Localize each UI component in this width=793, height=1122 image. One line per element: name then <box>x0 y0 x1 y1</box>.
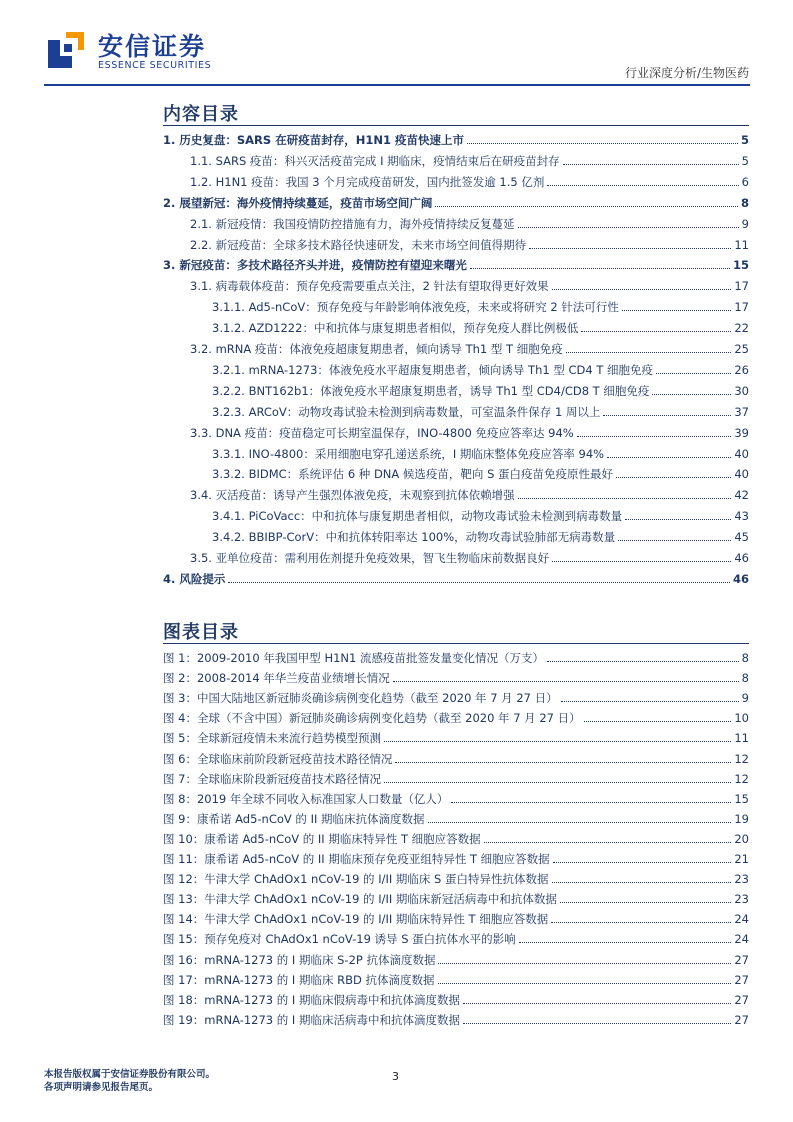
dot-leader <box>566 352 732 353</box>
toc-entry[interactable] <box>212 507 749 523</box>
figure-entry[interactable] <box>163 951 749 967</box>
toc-entry[interactable] <box>190 424 749 440</box>
figure-entry[interactable] <box>163 930 749 946</box>
footer-line-1: 本报告版权属于安信证券股份有限公司。 <box>44 1069 216 1080</box>
entry-title: 图 10：康希诺 Ad5-nCoV 的 II 期临床特异性 T 细胞应答数据 <box>163 832 481 846</box>
toc-entry[interactable] <box>212 445 749 461</box>
entry-page-number: 8 <box>741 651 749 665</box>
entry-page-number: 46 <box>732 572 749 586</box>
entry-page-number: 24 <box>734 912 749 926</box>
footer-disclaimer <box>44 1068 215 1094</box>
figure-entry[interactable] <box>163 850 749 866</box>
entry-title: 图 5：全球新冠疫情未来流行趋势模型预测 <box>163 731 381 745</box>
entry-title: 2.2. 新冠疫苗：全球多技术路径快速研发，未来市场空间值得期待 <box>190 238 527 252</box>
dot-leader <box>603 415 731 416</box>
entry-title: 1. 历史复盘：SARS 在研疫苗封存，H1N1 疫苗快速上市 <box>163 133 464 147</box>
toc-title-divider <box>163 125 749 126</box>
entry-page-number: 46 <box>734 551 749 565</box>
dot-leader <box>656 373 731 374</box>
dot-leader <box>463 1003 731 1004</box>
entry-page-number: 45 <box>734 530 749 544</box>
entry-page-number: 9 <box>741 691 749 705</box>
entry-title: 图 11：康希诺 Ad5-nCoV 的 II 期临床预存免疫亚组特异性 T 细胞应答数据 <box>163 852 550 866</box>
toc-entry[interactable] <box>190 549 749 565</box>
entry-page-number: 40 <box>734 447 749 461</box>
entry-page-number: 12 <box>734 752 749 766</box>
entry-title: 图 2：2008-2014 年华兰疫苗业绩增长情况 <box>163 671 390 685</box>
toc-entry[interactable] <box>190 486 749 502</box>
dot-leader <box>563 164 739 165</box>
entry-page-number: 27 <box>734 993 749 1007</box>
dot-leader <box>384 782 731 783</box>
company-name-en: ESSENCE SECURITIES <box>98 60 212 71</box>
dot-leader <box>577 436 732 437</box>
entry-page-number: 9 <box>741 217 749 231</box>
entry-title: 3.2.2. BNT162b1：体液免疫水平超康复期患者，诱导 Th1 型 CD4/CD8 T 细胞免疫 <box>212 384 650 398</box>
footer-line-2: 各项声明请参见报告尾页。 <box>44 1082 159 1093</box>
figure-entry[interactable] <box>163 649 749 665</box>
header-divider <box>44 84 750 86</box>
dot-leader <box>584 721 732 722</box>
figure-entry[interactable] <box>163 750 749 766</box>
entry-title: 3.4.1. PiCoVacc：中和抗体与康复期患者相似，动物攻毒试验未检测到病毒数量 <box>212 509 623 523</box>
entry-title: 图 6：全球临床前阶段新冠疫苗技术路径情况 <box>163 752 393 766</box>
toc-entry[interactable] <box>190 277 749 293</box>
entry-page-number: 26 <box>734 363 749 377</box>
entry-page-number: 15 <box>734 792 749 806</box>
dot-leader <box>228 582 730 583</box>
dot-leader <box>470 268 730 269</box>
entry-title: 3.5. 亚单位疫苗：需利用佐剂提升免疫效果，智飞生物临床前数据良好 <box>190 551 550 565</box>
dot-leader <box>467 143 738 144</box>
entry-page-number: 12 <box>734 772 749 786</box>
toc-entry[interactable] <box>190 236 749 252</box>
entry-page-number: 11 <box>734 731 749 745</box>
toc-entry[interactable] <box>190 215 749 231</box>
entry-page-number: 5 <box>740 133 749 147</box>
entry-title: 图 14：牛津大学 ChAdOx1 nCoV-19 的 I/II 期临床特异性 T 细胞应答数据 <box>163 912 549 926</box>
figure-entry[interactable] <box>163 830 749 846</box>
entry-title: 3.1. 病毒载体疫苗：预存免疫需要重点关注，2 针法有望取得更好效果 <box>190 279 549 293</box>
essence-logo-icon <box>44 28 88 72</box>
entry-title: 图 18：mRNA-1273 的 I 期临床假病毒中和抗体滴度数据 <box>163 993 460 1007</box>
entry-page-number: 30 <box>734 384 749 398</box>
dot-leader <box>652 394 731 395</box>
figure-entry[interactable] <box>163 810 749 826</box>
entry-title: 3.2.1. mRNA-1273：体液免疫水平超康复期患者，倾向诱导 Th1 型 CD4 T 细胞免疫 <box>212 363 654 377</box>
figures-title-divider <box>163 643 749 644</box>
figure-entry[interactable] <box>163 971 749 987</box>
dot-leader <box>451 802 731 803</box>
toc-entry[interactable] <box>163 570 749 586</box>
toc-entry[interactable] <box>212 465 749 481</box>
dot-leader <box>547 185 738 186</box>
entry-page-number: 25 <box>734 342 749 356</box>
entry-page-number: 24 <box>734 932 749 946</box>
dot-leader <box>547 661 739 662</box>
figure-entry[interactable] <box>163 910 749 926</box>
dot-leader <box>438 963 731 964</box>
entry-title: 3.4. 灭活疫苗：诱导产生强烈体液免疫，未观察到抗体依赖增强 <box>190 488 515 502</box>
dot-leader <box>552 289 732 290</box>
dot-leader <box>428 822 732 823</box>
entry-title: 3.3. DNA 疫苗：疫苗稳定可长期室温保存，INO-4800 免疫应答率达 94% <box>190 426 574 440</box>
entry-page-number: 43 <box>734 509 749 523</box>
figure-entry[interactable] <box>163 1011 749 1027</box>
entry-title: 3.1.1. Ad5-nCoV：预存免疫与年龄影响体液免疫，未来或将研究 2 针法可行性 <box>212 300 619 314</box>
report-type: 行业深度分析/生物医药 <box>624 66 749 80</box>
dot-leader <box>384 741 731 742</box>
entry-title: 图 1：2009-2010 年我国甲型 H1N1 流感疫苗批签发量变化情况（万支） <box>163 651 545 665</box>
entry-title: 图 9：康希诺 Ad5-nCoV 的 II 期临床抗体滴度数据 <box>163 812 425 826</box>
toc-entry[interactable] <box>163 256 749 272</box>
entry-page-number: 40 <box>734 467 749 481</box>
toc-entry[interactable] <box>212 361 749 377</box>
toc-entry[interactable] <box>212 298 749 314</box>
entry-title: 1.2. H1N1 疫苗：我国 3 个月完成疫苗研发，国内批签发逾 1.5 亿剂 <box>190 175 545 189</box>
figure-entry[interactable] <box>163 729 749 745</box>
entry-page-number: 27 <box>734 953 749 967</box>
entry-title: 2.1. 新冠疫情：我国疫情防控措施有力，海外疫情持续反复蔓延 <box>190 217 515 231</box>
dot-leader <box>553 862 732 863</box>
toc-entry[interactable] <box>212 403 749 419</box>
entry-title: 3.1.2. AZD1222：中和抗体与康复期患者相似，预存免疫人群比例极低 <box>212 321 579 335</box>
entry-title: 图 3：中国大陆地区新冠肺炎确诊病例变化趋势（截至 2020 年 7 月 27 日） <box>163 691 558 705</box>
entry-title: 3.3.1. INO-4800：采用细胞电穿孔递送系统，I 期临床整体免疫应答率 94% <box>212 447 605 461</box>
figures-title: 图表目录 <box>163 622 239 643</box>
entry-page-number: 27 <box>734 1013 749 1027</box>
dot-leader <box>622 310 732 311</box>
dot-leader <box>395 762 731 763</box>
dot-leader <box>561 701 739 702</box>
dot-leader <box>529 248 731 249</box>
entry-title: 图 17：mRNA-1273 的 I 期临床 RBD 抗体滴度数据 <box>163 973 435 987</box>
figure-entry[interactable] <box>163 669 749 685</box>
toc-entry[interactable] <box>163 194 749 210</box>
dot-leader <box>552 882 732 883</box>
entry-title: 2. 展望新冠：海外疫情持续蔓延，疫苗市场空间广阔 <box>163 196 433 210</box>
entry-page-number: 23 <box>734 872 749 886</box>
dot-leader <box>463 1023 731 1024</box>
figure-entry[interactable] <box>163 870 749 886</box>
entry-page-number: 39 <box>734 426 749 440</box>
figure-entry[interactable] <box>163 790 749 806</box>
figure-entry[interactable] <box>163 890 749 906</box>
entry-page-number: 22 <box>734 321 749 335</box>
entry-page-number: 17 <box>734 300 749 314</box>
entry-page-number: 6 <box>741 175 749 189</box>
dot-leader <box>518 498 732 499</box>
entry-page-number: 15 <box>732 258 749 272</box>
dot-leader <box>607 457 731 458</box>
entry-page-number: 10 <box>734 711 749 725</box>
toc-entry[interactable] <box>212 528 749 544</box>
entry-title: 3.2. mRNA 疫苗：体液免疫超康复期患者，倾向诱导 Th1 型 T 细胞免疫 <box>190 342 563 356</box>
entry-title: 3.4.2. BBIBP-CorV：中和抗体转阳率达 100%，动物攻毒试验肺部无病毒数量 <box>212 530 616 544</box>
entry-page-number: 19 <box>734 812 749 826</box>
page-header <box>0 0 793 90</box>
entry-page-number: 11 <box>734 238 749 252</box>
entry-page-number: 21 <box>734 852 749 866</box>
figure-entry[interactable] <box>163 991 749 1007</box>
entry-title: 3. 新冠疫苗：多技术路径齐头并进，疫情防控有望迎来曙光 <box>163 258 467 272</box>
toc-entry[interactable] <box>163 131 749 147</box>
entry-page-number: 27 <box>734 973 749 987</box>
dot-leader <box>560 902 731 903</box>
entry-page-number: 37 <box>734 405 749 419</box>
entry-page-number: 8 <box>740 196 749 210</box>
entry-title: 3.2.3. ARCoV：动物攻毒试验未检测到病毒数量，可室温条件保存 1 周以上 <box>212 405 601 419</box>
dot-leader <box>625 519 731 520</box>
dot-leader <box>393 681 739 682</box>
figure-entry[interactable] <box>163 689 749 705</box>
figure-entry[interactable] <box>163 709 749 725</box>
figure-entry[interactable] <box>163 770 749 786</box>
toc-entry[interactable] <box>190 173 749 189</box>
entry-title: 图 13：牛津大学 ChAdOx1 nCoV-19 的 I/II 期临床新冠活病毒中和抗体数据 <box>163 892 557 906</box>
entry-page-number: 17 <box>734 279 749 293</box>
entry-page-number: 20 <box>734 832 749 846</box>
dot-leader <box>519 942 732 943</box>
dot-leader <box>484 842 732 843</box>
dot-leader <box>518 227 739 228</box>
toc-title: 内容目录 <box>163 104 239 125</box>
dot-leader <box>552 561 731 562</box>
dot-leader <box>616 477 731 478</box>
dot-leader <box>618 540 731 541</box>
entry-page-number: 5 <box>741 154 749 168</box>
entry-title: 3.3.2. BIDMC：系统评估 6 种 DNA 候选疫苗，靶向 S 蛋白疫苗免疫原性最好 <box>212 467 614 481</box>
entry-title: 图 15：预存免疫对 ChAdOx1 nCoV-19 诱导 S 蛋白抗体水平的影响 <box>163 932 516 946</box>
entry-title: 图 19：mRNA-1273 的 I 期临床活病毒中和抗体滴度数据 <box>163 1013 460 1027</box>
entry-title: 图 8：2019 年全球不同收入标准国家人口数量（亿人） <box>163 792 449 806</box>
entry-title: 图 16：mRNA-1273 的 I 期临床 S-2P 抗体滴度数据 <box>163 953 436 967</box>
dot-leader <box>581 331 731 332</box>
entry-title: 图 7：全球临床阶段新冠疫苗技术路径情况 <box>163 772 381 786</box>
entry-page-number: 8 <box>741 671 749 685</box>
dot-leader <box>435 206 738 207</box>
toc-entry[interactable] <box>190 152 749 168</box>
toc-entry[interactable] <box>190 340 749 356</box>
toc-entry[interactable] <box>212 319 749 335</box>
company-name-cn: 安信证券 <box>98 32 207 61</box>
entry-title: 4. 风险提示 <box>163 572 226 586</box>
dot-leader <box>551 922 731 923</box>
entry-page-number: 23 <box>734 892 749 906</box>
entry-title: 图 4：全球（不含中国）新冠肺炎确诊病例变化趋势（截至 2020 年 7 月 27 日） <box>163 711 581 725</box>
page-number: 3 <box>392 1070 399 1083</box>
entry-title: 1.1. SARS 疫苗：科兴灭活疫苗完成 I 期临床，疫情结束后在研疫苗封存 <box>190 154 560 168</box>
dot-leader <box>438 983 732 984</box>
entry-title: 图 12：牛津大学 ChAdOx1 nCoV-19 的 I/II 期临床 S 蛋白特异性抗体数据 <box>163 872 549 886</box>
toc-entry[interactable] <box>212 382 749 398</box>
entry-page-number: 42 <box>734 488 749 502</box>
